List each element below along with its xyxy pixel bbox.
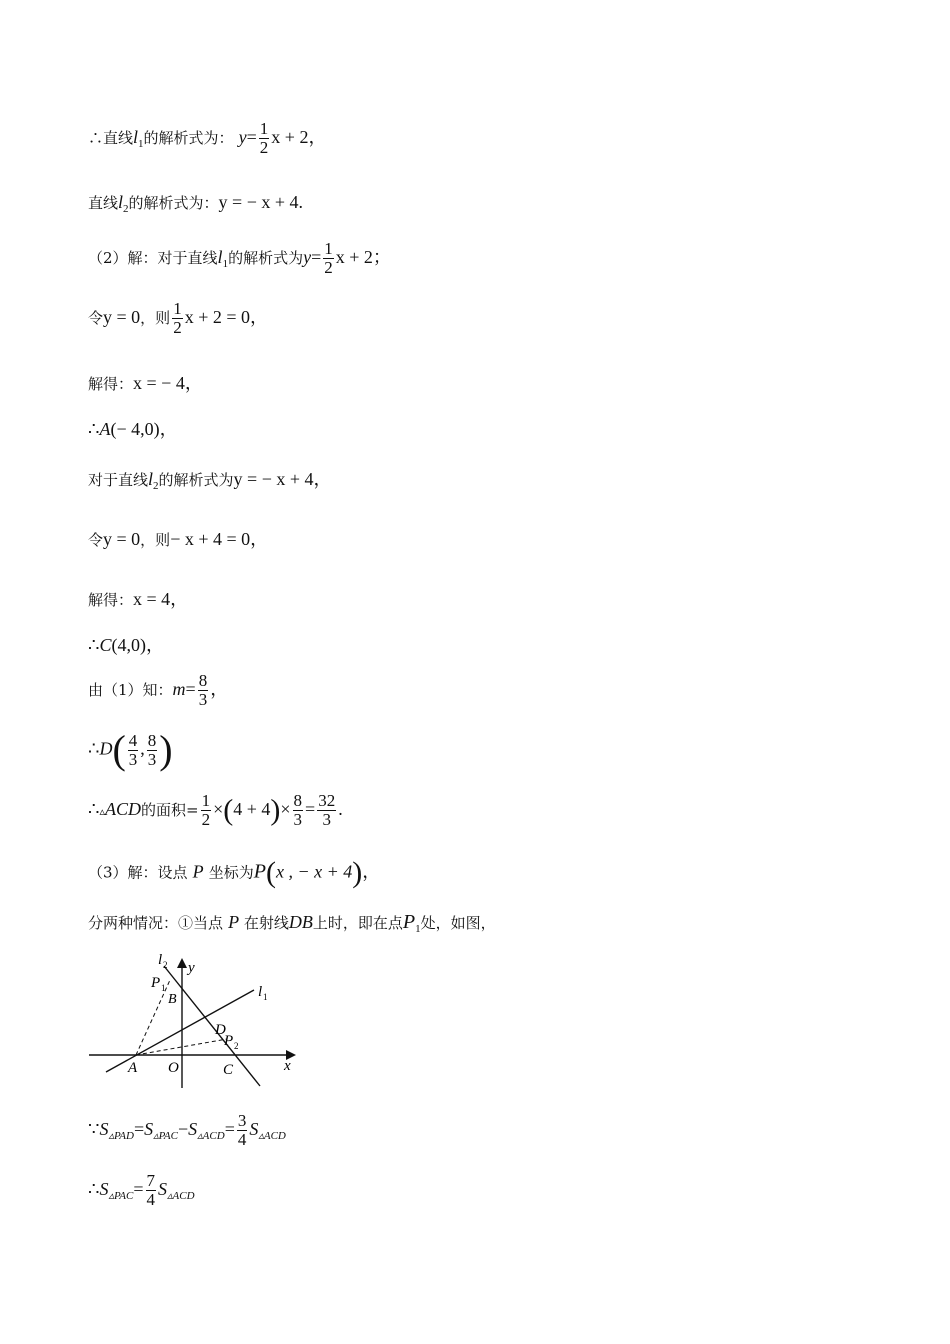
label-p1: P [151,975,161,991]
label-p1-sub: 1 [161,983,166,993]
label-p2: P [224,1033,234,1049]
label-l1: l [258,984,263,1000]
fraction: $\frac{1}{2}$ [201,791,211,829]
fraction: $\frac{4}{3}$ [128,730,138,769]
label-o: O [168,1060,179,1076]
fraction: $\frac{8}{3}$ [198,671,208,709]
triangle-acd-area: ∴▵ACD的面积= $\frac{1}{2}$ ×(4 + 4)× $\frac{8}{3}$ = $\frac{32}{3}$ . [88,791,343,829]
part2-l1-equation: （2）解：对于直线$l_1$的解析式为y= $\frac{1}{2}$ x + 2； [88,239,391,277]
part3-set-p: （3）解：设点 P 坐标为P(x , − x + 4)， [88,856,381,889]
fraction: $\frac{8}{3}$ [147,730,157,769]
label-p2-sub: 2 [234,1041,239,1051]
coordinate-figure [84,950,314,1092]
y-axis-arrow [177,958,187,968]
line-l2-equation: 直线$l_2$的解析式为：y = − x + 4. [88,192,304,215]
label-c: C [223,1062,234,1078]
label-d: D [215,1022,226,1038]
set-y-zero-l1: 令y = 0，则 $\frac{1}{2}$ x + 2 = 0， [88,299,268,337]
set-y-zero-l2: 令y = 0，则− x + 4 = 0， [88,529,269,549]
area-relation-1: $\because S_{▵PAD}=S_{▵PAC}-S_{▵ACD}=$ $\frac{3}{4}$ $S_{▵ACD}$ [88,1111,286,1149]
label-l2-sub: 2 [163,960,168,970]
label-y: y [188,960,195,976]
fraction: $\frac{8}{3}$ [293,791,303,829]
fraction: $\frac{1}{2}$ [173,299,182,337]
solve-x-neg4: 解得：x = − 4， [88,373,203,393]
fraction: $\frac{3}{4}$ [237,1111,247,1149]
fraction: $\frac{7}{4}$ [146,1171,155,1209]
solve-x-4: 解得：x = 4， [88,589,189,609]
point-a: ∴A(− 4,0)， [88,419,178,439]
label-l2: l [158,952,163,968]
m-value: 由（1）知：m= $\frac{8}{3}$ ， [88,671,229,709]
fraction: $\frac{1}{2}$ [324,239,333,277]
point-c: ∴C(4,0)， [88,635,164,655]
label-a: A [128,1060,138,1076]
fraction: $\frac{32}{3}$ [318,791,336,829]
case-one: 分两种情况：①当点 P 在射线DB上时，即在点$P_1$处，如图， [88,911,496,935]
fraction: $\frac{1}{2}$ [259,119,269,157]
area-relation-2: $\therefore S_{▵PAC}=$ $\frac{7}{4}$ $S_{▵ACD}$ [88,1171,195,1209]
part2-l2-equation: 对于直线$l_2$的解析式为y = − x + 4， [88,469,332,492]
line-l1-equation: ∴直线$l_1$的解析式为： y= $\frac{1}{2}$ x + 2， [88,119,327,157]
point-d: ∴D( $\frac{4}{3}$ , $\frac{8}{3}$ ) [88,727,173,772]
label-b: B [168,992,177,1007]
label-l1-sub: 1 [263,992,268,1002]
label-x: x [284,1058,291,1074]
